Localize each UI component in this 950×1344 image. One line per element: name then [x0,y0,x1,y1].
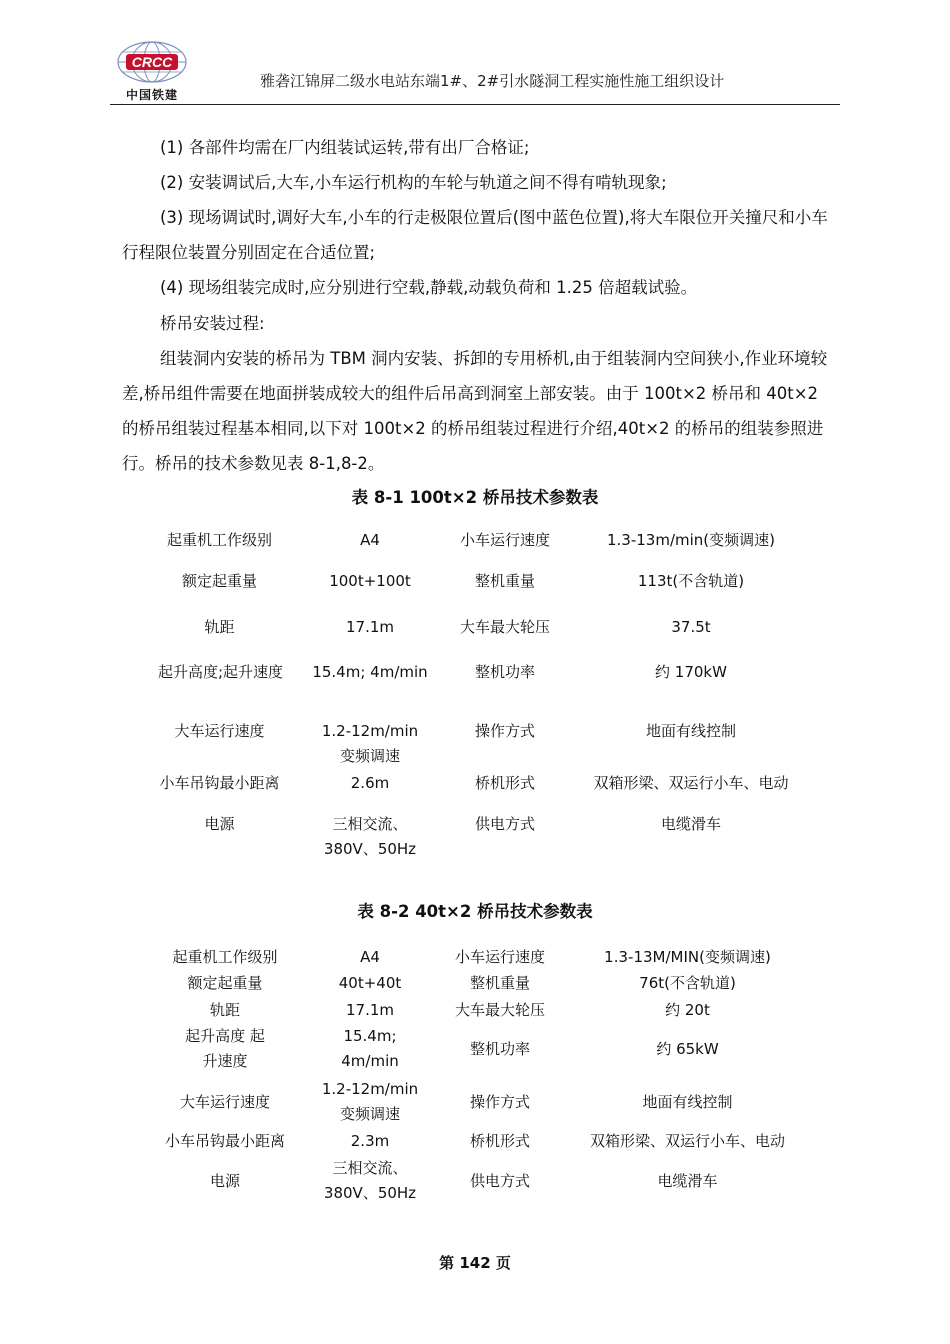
table-cell: 额定起重量 [187,974,263,992]
globe-logo-icon [116,40,188,84]
table-cell: 1.3-13M/MIN(变频调速) [604,948,771,966]
table-cell: 15.4m; 4m/min [341,1027,399,1070]
table-cell: 轨距 [209,1001,240,1019]
table-cell: 76t(不含轨道) [639,974,736,992]
table-cell: 约 20t [665,1001,710,1019]
page-header [110,38,840,104]
table-cell: 操作方式 [474,722,535,740]
table-cell: 桥机形式 [469,1132,530,1150]
table-cell: A4 [360,948,380,966]
table-cell: 15.4m; 4m/min [312,663,428,681]
table-cell: 供电方式 [474,815,535,833]
table-cell: 17.1m [345,1001,394,1019]
table-cell: 电源 [204,815,235,833]
item-1: (1) 各部件均需在厂内组装试运转,带有出厂合格证; [160,138,530,157]
table-cell: 约 170kW [655,663,727,681]
table-cell: 电源 [209,1172,240,1190]
table-cell: 40t+40t [338,974,402,992]
table-cell: 1.3-13m/min(变频调速) [606,531,775,549]
table-cell: 电缆滑车 [657,1172,718,1190]
table-cell: 小车运行速度 [454,948,545,966]
table-cell: 小车吊钩最小距离 [159,774,280,792]
table-cell: 大车最大轮压 [459,618,550,636]
table-cell: 1.2-12m/min 变频调速 [321,1080,419,1123]
table-cell: A4 [360,531,380,549]
table-cell: 地面有线控制 [642,1093,733,1111]
table-cell: 100t+100t [329,572,411,590]
table-cell: 整机重量 [469,974,530,992]
table-cell: 起升高度 起升速度 [185,1027,265,1070]
table-cell: 整机重量 [474,572,535,590]
table-cell: 起重机工作级别 [172,948,278,966]
table-cell: 地面有线控制 [645,722,736,740]
item-3: (3) 现场调试时,调好大车,小车的行走极限位置后(图中蓝色位置),将大车限位开关撞尺和小车行程限位装置分别固定在合适位置; [122,208,828,262]
table-cell: 双箱形梁、双运行小车、电动 [593,774,789,792]
table-cell: 操作方式 [469,1093,530,1111]
table-cell: 小车运行速度 [459,531,550,549]
table-cell: 起重机工作级别 [166,531,272,549]
table-cell: 双箱形梁、双运行小车、电动 [589,1132,785,1150]
section-subtitle: 桥吊安装过程: [160,314,265,333]
table-cell: 整机功率 [474,663,535,681]
table-cell: 大车最大轮压 [454,1001,545,1019]
table-cell: 约 65kW [656,1040,719,1058]
table-cell: 2.3m [350,1132,390,1150]
item-2: (2) 安装调试后,大车,小车运行机构的车轮与轨道之间不得有啃轨现象; [160,173,667,192]
item-4: (4) 现场组装完成时,应分别进行空载,静载,动载负荷和 1.25 倍超载试验。 [160,278,698,297]
body-paragraph: 组装洞内安装的桥吊为 TBM 洞内安装、拆卸的专用桥机,由于组装洞内空间狭小,作业环境较差,桥吊组件需要在地面拼装成较大的组件后吊高到洞室上部安装。由于 100t×2 桥吊和 40t×2 的桥吊组装过程基本相同,以下对 100t×2 的桥吊组装过程进行介绍,40t×2 的桥吊的组装参照进行。桥吊的技术参数见表 8-1,8-2。 [122,349,828,473]
logo-brand: 中国铁建 [125,88,178,102]
table2-caption: 表 8-2 40t×2 桥吊技术参数表 [357,902,593,921]
table-cell: 大车运行速度 [179,1093,270,1111]
table-cell: 额定起重量 [181,572,257,590]
header-title: 雅砻江锦屏二级水电站东端1#、2#引水隧洞工程实施性施工组织设计 [260,72,725,90]
table-cell: 起升高度;起升速度 [157,663,284,681]
table-cell: 整机功率 [469,1040,530,1058]
table-cell: 1.2-12m/min 变频调速 [321,722,419,765]
table-cell: 桥机形式 [474,774,535,792]
table-cell: 17.1m [345,618,394,636]
logo-text: CRCC [131,54,173,70]
table-cell: 小车吊钩最小距离 [164,1132,285,1150]
table-cell: 三相交流、380V、50Hz [323,1159,417,1202]
table-cell: 大车运行速度 [174,722,265,740]
table-cell: 轨距 [204,618,235,636]
table-cell: 2.6m [350,774,390,792]
table-cell: 三相交流、380V、50Hz [323,815,417,858]
crcc-logo [110,38,194,104]
table1-caption: 表 8-1 100t×2 桥吊技术参数表 [351,488,599,507]
table-cell: 113t(不含轨道) [637,572,745,590]
table-cell: 37.5t [671,618,711,636]
table-cell: 供电方式 [469,1172,530,1190]
header-divider [110,104,840,105]
page-number: 第 142 页 [439,1254,511,1272]
table-cell: 电缆滑车 [660,815,721,833]
